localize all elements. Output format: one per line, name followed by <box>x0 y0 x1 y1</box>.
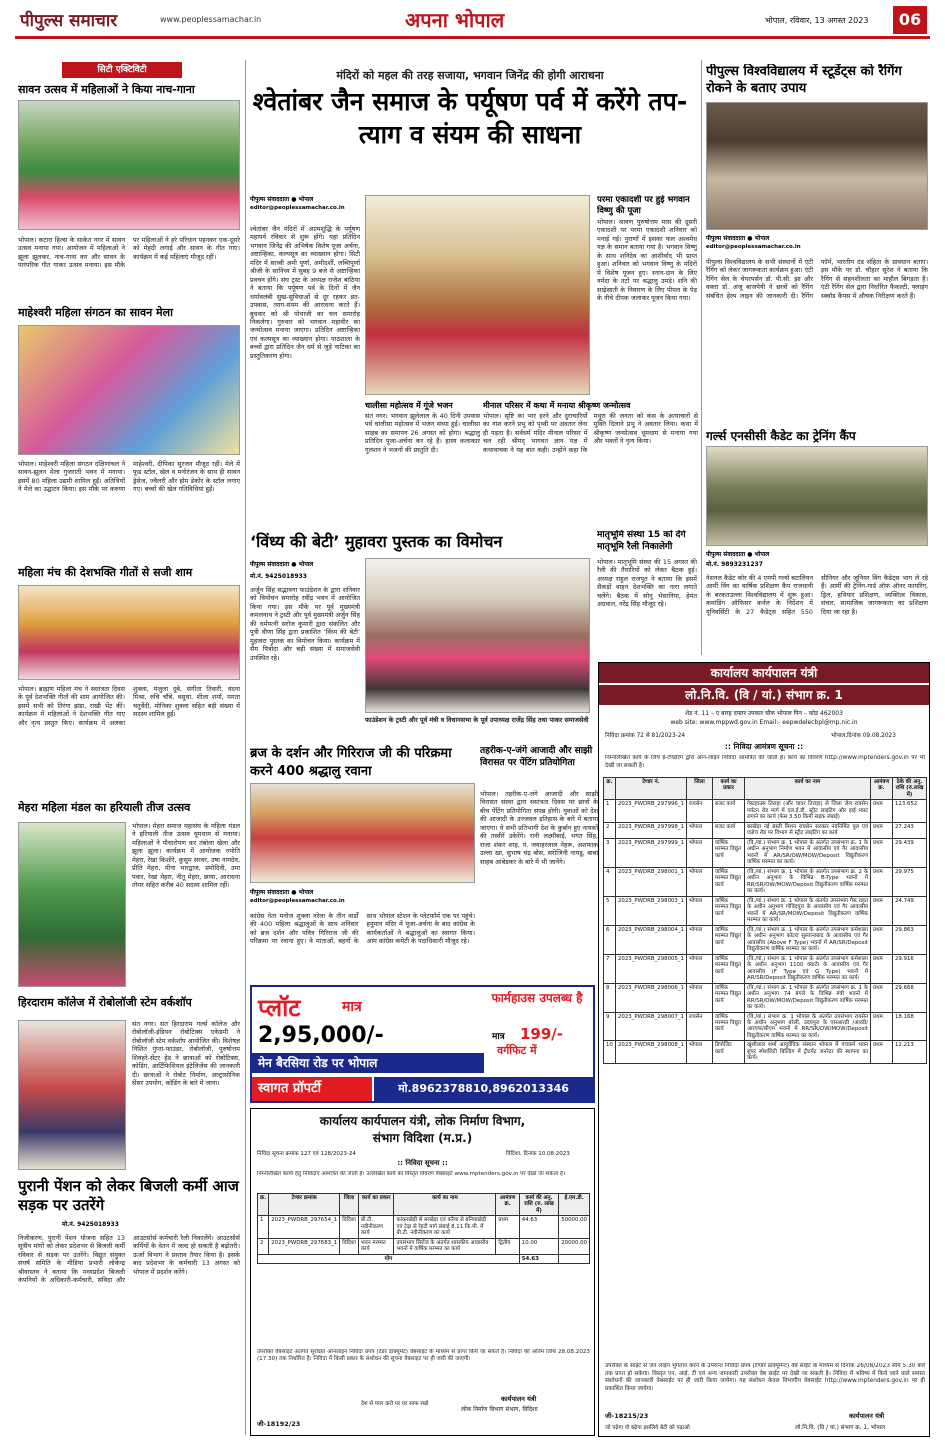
ncc-body: नेशनल कैडेट कोर की 4 एमपी गर्ल्स बटालियन आर्मी विंग का वार्षिक प्रशिक्षण कैंप राजधानी के बरकतउल्ला विश्वविद्यालय में शुरू हुआ। कमांडिंग ऑफिसर कर्नल के निर्देशन में यूनिवर्सिटी के 27 कैडेट्स सहित 550 सीनियर और जूनियर विंग कैडेट्स भाग ले रहे हैं। आर्मी की ट्रेनिंग-गार्ड ऑफ ऑनर फायरिंग, ड्रिल, हथियार प्रशिक्षण, व्यक्तित्व विकास, संचार, सामाजिक जागरूकता का प्रशिक्षण दिया जा रहा है। <box>706 574 928 616</box>
table-cell: (वि./यां.) संभाग क्र. 1 भोपाल के अंतर्गत उपसंभाग क्र. 1 के अधीन अनुभाग 74 बंगले के विभिन्न मंत्री भवनों में RR/SR/OW/MOW/Deposit विद्युतीकरण वार्षिक मरम्मत का कार्य। <box>745 983 871 1012</box>
table-cell: प्रथम <box>871 925 893 954</box>
tiranga-body: भोपाल। तहरीक-ए-जंगे आजादी और साझी विरासत संस्था द्वारा स्वतंत्रता दिवस पर छात्रों के बीच पेंटिंग प्रतियोगिता संपन्न होगी। युवाओं को देश की आजादी के उज्जवल इतिहास के बारे में बताया जाएगा। ये सभी प्रतिभागी देश के कुर्बान हुए नायकों की तस्वीरें उकेरेंगे। रानी लक्ष्मीबाई, भगत सिंह, राजा शंकर शाह, पं. जवाहरलाल नेहरू, अशफाक उल्ला खां, सुभाष चंद्र बोस, सरोजिनी नायडू, बाबा साहब आंबेडकर के बारे में भी जानेंगे। <box>480 790 598 866</box>
table-cell: 5 <box>604 896 616 925</box>
table-cell: प्रथम <box>871 822 893 838</box>
table-cell: बी.टी. नवीनीकरण कार्य <box>358 1216 394 1238</box>
peoples-university-email: editor@peoplessamachar.co.in <box>706 244 801 250</box>
table-row <box>604 867 927 896</box>
table-cell: विदिशा <box>340 1238 359 1254</box>
maheshwari-body: भोपाल। माहेश्वरी महिला संगठन दक्षिणांचल ने सावन-झूलन मेला गुजराती भवन में मनाया। इसमें 80 महिला उद्यमी शामिल हुईं। अतिथियों ने मेले का उद्घाटन किया। इस मौके पर करुणा माहेश्वरी, दीपिका सुरजन मौजूद रहीं। मेले में फूड स्टॉल, खेल व मनोरंजन के साथ ही सावन ड्रेसेज, ज्वैलरी और होम डेकोर के स्टॉल लगाए गए। बच्चों की खेल गतिविधियां हुईं। <box>18 460 240 494</box>
sawan-body: भोपाल। कटारा हिल्स के साकेत नगर में सावन उत्सव मनाया गया। आयोजन में महिलाओं ने झूला झूलकर, नाच-गाना कर और सावन के पारंपरिक गीत गाकर उत्सव मनाया। इस मौके पर महिलाओं ने हरे परिधान पहनकर एक-दूसरे को मेहंदी लगाई और सावन के गीत गाए। कार्यक्रम में कई महिलाएं मौजूद रहीं। <box>18 236 240 270</box>
tender-vidisha-table-wrap <box>257 1193 590 1264</box>
plot-ad-price-prefix: मात्र <box>342 999 362 1015</box>
hirdaram-body: संत नगर। संत हिरदाराम गर्ल्स कॉलेज और रोबोलॉजी-इंडियन रोबोटिक्स एकेडमी ने रोबोलॉजी स्टेम वर्कशॉप आयोजित की। विशेषज्ञ निशित गुप्ता-फाउंडर, रोबोलॉजी, पुरुषोत्तम शिवहरे-सेंटर हेड ने छात्राओं को रोबोटिक्स, कोडिंग, आर्टिफिशियल इंटेलिजेंस की जानकारी दी। छात्राओं ने रोबोट निर्माण, अल्ट्रासोनिक सेंसर उपयोग, कोडिंग के बारे में जाना। <box>132 1020 240 1088</box>
table-row <box>258 1216 590 1238</box>
table-row <box>604 838 927 867</box>
brij-email: editor@peoplessamachar.co.in <box>250 898 345 904</box>
table-header: टेण्डर क्रमांक <box>269 1194 340 1216</box>
table-cell: 20000.00 <box>559 1238 590 1254</box>
tender-bhopal-address: शेड नं. 11 – ए बारह दफ्तर उपकार चौक भोपाल पिन – कोड 462003 <box>685 710 843 717</box>
masthead <box>0 0 945 40</box>
table-row <box>604 983 927 1012</box>
peoples-university-headline: पीपुल्स विश्वविद्यालय में स्टूडेंट्स को रैगिंग रोकने के बताए उपाय <box>706 64 902 96</box>
table-row <box>258 1254 590 1263</box>
table-cell: 18.168 <box>893 1012 927 1041</box>
mahila-manch-body: भोपाल। ब्राह्मण महिला मंच ने स्वतंत्रता दिवस के पूर्व देशभक्ति गीतों की शाम आयोजित की। इसमें सभी को तिरंगा झंडा, राखी भेंट कीं। कार्यक्रम में महिलाओं ने देशभक्ति गीत गाए और नृत्य प्रस्तुत किए। कार्यक्रम में अलका शुक्ला, मंजुला दुबे, संगीता तिवारी, वंदना मिश्रा, रुचि चौबे, वसुधा, शीला शर्मा, ममता चतुर्वेदी, मोनिका शुक्ला सहित बड़ी संख्या में सदस्य शामिल हुईं। <box>18 685 240 727</box>
table-cell: वार्षिक मरम्मत विद्युत कार्य <box>713 1012 745 1041</box>
table-cell: प्रथम <box>496 1216 519 1238</box>
peoples-university-photo <box>706 102 928 230</box>
table-cell: 10 <box>604 1041 616 1063</box>
vindhya-body: अर्जुन सिंह सद्भावना फाउंडेशन के द्वारा शनिवार को विमोचन समारोह रवींद्र भवन में आयोजित किया गया। इस मौके पर पूर्व मुख्यमंत्री कमलनाथ ने ट्रस्टी और पूर्व मुख्यमंत्री अर्जुन सिंह की धर्मपत्नी सरोज कुमारी द्वारा संकलित और पुत्री वीणा सिंह द्वारा प्रकाशित ‘विंध्य की बेटी’ मुहावरा पुस्तक का विमोचन किया। कार्यक्रम में सैम पित्रोदा और बड़ी संख्या में समाजसेवी उपस्थित रहे। <box>250 586 360 662</box>
ncc-phone: मो.नं. 9893231237 <box>706 561 763 568</box>
table-header: कार्य की अनु. राशि (रु. लाख में) <box>519 1194 558 1216</box>
table-cell: (वि./यां.) संभाग क्र. 1 भोपाल के अंतर्गत उपसंभाग क्र. 1 के अधीन अनुभाग निर्माण भवन में आवासीय एवं गैर आवासीय भवनों में AR/SR/OW/MOW/Deposit विद्युतीकरण वार्षिक मरम्मत का कार्य। <box>745 838 871 867</box>
table-cell: 123.652 <box>893 800 927 822</box>
table-cell: वार्षिक मरम्मत विद्युत कार्य <box>713 925 745 954</box>
peoples-university-byline: पीपुल्स संवाददाता ● भोपाल <box>706 235 770 242</box>
matrubhumi-headline: मातृभूमि संस्था 15 को देंगे मातृभूमि रैली निकालेगी <box>597 530 686 552</box>
table-cell: वार्षिक मरम्मत विद्युत कार्य <box>713 954 745 983</box>
table-header: आमंत्रण क्र. <box>496 1194 519 1216</box>
vindhya-byline: पीपुल्स संवाददाता ● भोपाल <box>250 561 314 568</box>
ncc-photo <box>706 446 928 546</box>
table-cell: प्रथम <box>871 1041 893 1063</box>
table-cell: कांकरखेड़ी से बरखेड़ा एवं करैया से बनियाखेड़ी एवं टेढ़ा से रेहटी मार्ग लंबाई 8.11 कि.मी. में बी.टी. नवीनीकरण का कार्य <box>394 1216 496 1238</box>
vindhya-photo <box>365 558 590 713</box>
plot-ad-farmhouse: फार्महाउस उपलब्ध है <box>491 991 583 1005</box>
ncc-headline: गर्ल्स एनसीसी कैडेट का ट्रेनिंग कैंप <box>706 429 856 443</box>
peoples-university-body: पीपुल्स विश्वविद्यालय के सभी संस्थानों में एंटी रैगिंग को लेकर जागरूकता कार्यक्रम हुआ। एंटी रैगिंग सेल के चेयरपर्सन डॉ. पी.सी. झा और वक्ता डॉ. अंजू बाजपेयी ने छात्रों को रैगिंग संबंधित हेल्प लाइन की जानकारी दी। रैगिंग फॉर्म, भारतीय दंड संहिता के प्रावधान बताए। इस मौके पर डॉ. चौहार सुरेश ने बताया कि रैगिंग से सहनशीलता का माहौल बिगड़ता है। एंटी रैगिंग सेल द्वारा निर्धारित फैकल्टी, फ्लाइंग स्क्वॉड कैंपस में औचक निरीक्षण करते हैं। <box>706 258 928 300</box>
table-cell: 24.749 <box>893 896 927 925</box>
table-row <box>604 822 927 838</box>
tender-vidisha-signer2: लोक निर्माण विभाग संभाग, विदिशा <box>461 1406 538 1413</box>
table-cell: 12.213 <box>893 1041 927 1063</box>
table-cell: 2023_PWDRB_297999_1 <box>616 838 687 867</box>
table-cell: 2023_PWDRB_298006_1 <box>616 983 687 1012</box>
table-row <box>258 1238 590 1254</box>
table-cell: 8 <box>604 983 616 1012</box>
jain-photo-caption: चालीसा महोत्सव में गूंजे भजन <box>365 401 453 410</box>
tender-bhopal-table-wrap <box>603 777 927 1064</box>
jain-side-text: संत नगर। भगवान झूलेलाल के 40 दिनी उपवास पर्व चालीसा महोत्सव में भजन संध्या हुई। चालीसा साहब का समापन 26 अगस्त को होगा। श्रद्धालु प्रतिदिन पूजा-अर्चना कर रहे हैं। हास्य कलाकार गुलशन ने भजनों की प्रस्तुति दी। <box>365 412 480 454</box>
tender-vidisha-intro: निम्नलिखित कार्यों हेतु निविदाएं आमंत्रित की जाती हैं। उल्लेखित कार्य का विस्तृत विवरण वेबसाइट www.mptenders.gov.in पर देखा जा सकता है। <box>257 1171 566 1177</box>
tender-bhopal-ref: निविदा क्रमांक 72 से 81/2023-24 <box>605 733 686 739</box>
table-cell: 6 <box>604 925 616 954</box>
jain-temple-photo <box>365 195 590 395</box>
table-cell: 29.668 <box>893 983 927 1012</box>
jain-byline: पीपुल्स संवाददाता ● भोपाल <box>250 196 314 203</box>
brij-headline: ब्रज के दर्शन और गिरिराज जी की परिक्रमा करने 400 श्रद्धालु रवाना <box>250 746 452 779</box>
vindhya-phone: मो.नं. 9425018933 <box>250 573 307 580</box>
plot-ad-price: 2,95,000/- <box>258 1023 384 1048</box>
mahila-manch-headline: महिला मंच की देशभक्ति गीतों से सजी शाम <box>18 566 193 579</box>
masthead-website: www.peoplessamachar.in <box>160 15 262 24</box>
hirdaram-photo <box>18 1020 126 1170</box>
masthead-logo: पीपुल्स समाचार <box>20 11 118 31</box>
table-cell: 4 <box>604 867 616 896</box>
table-header: ई.एम.डी. <box>559 1194 590 1216</box>
tender-bhopal-office: कार्यालय कार्यपालन यंत्री <box>599 663 929 683</box>
table-cell: 2023_PWDRB_298005_1 <box>616 954 687 983</box>
table-cell: 29.916 <box>893 954 927 983</box>
table-row <box>604 778 927 800</box>
jain-email: editor@peoplessamachar.co.in <box>250 205 345 211</box>
mahila-manch-photo <box>18 585 240 680</box>
tender-bhopal-signer: कार्यपालन यंत्री <box>849 1412 885 1420</box>
table-cell: 1 <box>604 800 616 822</box>
jain-kicker: मंदिरों को महल की तरह सजाया, भगवान जिनेंद्र की होगी आराधना <box>336 69 604 82</box>
table-header: कार्य का नाम <box>745 778 871 800</box>
table-header: आमंत्रण क्र. <box>871 778 893 800</box>
tender-vidisha-office: कार्यालय कार्यपालन यंत्री, लोक निर्माण विभाग, <box>319 1114 526 1128</box>
table-cell: प्रथम <box>871 896 893 925</box>
meenal-body: भोपाल। सृष्टि का भार हरने और दुराचारियों का नाश करने प्रभु को पृथ्वी पर अवतार लेना ही पड़ता है। सर्वधर्म मंदिर मीनाल परिसर में चल रही श्रीमद् भागवत ज्ञान यज्ञ में कथावाचक ने यह बात कही। उन्होंने कहा कि मथुरा की जनता को कंस के अत्याचारों से मुक्ति दिलाने प्रभु ने अवतार लिया। कथा में श्रीकृष्ण जन्मोत्सव धूमधाम से मनाया गया और भक्तों ने नृत्य किया। <box>483 412 698 454</box>
plot-ad-title: प्लॉट <box>258 994 301 1022</box>
table-cell: भोपाल <box>687 983 713 1012</box>
table-cell: 29.863 <box>893 925 927 954</box>
table-cell: बजट कार्य <box>713 822 745 838</box>
tender-bhopal-notice: :: निविदा आमंत्रण सूचना :: <box>724 742 804 751</box>
table-cell: 2023_PWDRB_297654_1 <box>269 1216 340 1238</box>
pension-body: निजीकरण, पुरानी पेंशन योजना सहित 13 सूत्रीय मांगों को लेकर प्रदेशभर से बिजली कर्मी रविवार से सड़क पर उतरेंगे। विद्युत संयुक्त संघर्ष समिति के मीडिया प्रभारी लोकेन्द्र श्रीवास्तव ने बताया कि मध्यप्रदेश बिजली कंपनियों के अधिकारी-कर्मचारी, संविदा और आउटसोर्स कर्मचारी रैली निकालेंगे। आउटसोर्स कर्मियों के वेतन में जल्द हो सकती है बढ़ोतरी। ऊर्जा विभाग ने प्रस्ताव तैयार किया है। इसके बाद प्रदेशभर के कर्मचारी 13 अगस्त को भोपाल में प्रदर्शन करेंगे। <box>18 1234 240 1285</box>
table-row <box>604 925 927 954</box>
table-header: टेण्डर नं. <box>616 778 687 800</box>
tender-bhopal-slogan: जो पढ़ेगा वो बढ़ेगा इसलिये बेटी को पढ़ाओ <box>605 1425 690 1431</box>
table-row <box>604 1041 927 1063</box>
plot-ad-location: मेन बैरसिया रोड पर भोपाल <box>252 1053 484 1073</box>
table-cell: प्रथम <box>871 954 893 983</box>
table-cell: रायसेन <box>687 800 713 822</box>
tender-vidisha <box>250 1108 595 1436</box>
tender-bhopal-division: लो.नि.वि. (वि / यां.) संभाग क्र. 1 <box>599 685 929 705</box>
tender-vidisha-slogan: देश से प्यार करो पर घर साफ रखो <box>361 1401 429 1407</box>
tender-vidisha-ref: निविदा सूचना क्रमांक 127 एवं 128/2023-24 <box>257 1151 356 1157</box>
table-cell: (वि./यां.) संभाग क्र. 1 भोपाल के अंतर्गत उपसंभाग रायसेन के अधीन अनुभाग बरेली, उदयपुरा के एसआरडी /आरडी/आरएफ/सीएम भवनों में RR/SR/OW/MOW/Deposit विद्युतीकरण वार्षिक मरम्मत का कार्य। <box>745 1012 871 1041</box>
plot-ad-company: स्वागत प्रॉपर्टी <box>252 1077 372 1101</box>
table-cell: डिपोजिट कार्य <box>713 1041 745 1063</box>
table-cell: गेस्टहाउस तिराहा (औंर चावर तिराहा) से जिला जेल रायसेन पर्यटन रोड मार्ग में एल.ई.डी. स्ट्रीट लाइटिंग और हाई मास्ट लगाने का कार्य (फेस 3.50 किमी सड़क लंबाई) <box>745 800 871 822</box>
page-number: 06 <box>893 6 927 34</box>
mehra-headline: मेहरा महिला मंडल का हरियाली तीज उत्सव <box>18 801 191 814</box>
plot-ad <box>250 985 595 1103</box>
tender-bhopal-web: web site: www.mppwd.gov.in Email:- eepwdelecbpl@mp.nic.in <box>670 719 858 726</box>
brij-photo <box>250 783 475 883</box>
tender-bhopal-intro: निम्नलिखित कार्य के लिये ई-टेण्डरिंग द्वारा ऑन-लाइन निविदा आमंत्रित की जाती है। कार्य का विवरण http://www.mptenders.gov.in पर भी देखी जा सकती है। <box>605 755 925 769</box>
tender-bhopal-signer2: लो.नि.वि. (वि / यां.) संभाग क्र. 1, भोपाल <box>795 1425 886 1431</box>
section-title: अपना भोपाल <box>405 8 505 32</box>
mehra-photo <box>18 822 126 987</box>
table-cell: भवन मरम्मत कार्य <box>358 1238 394 1254</box>
tender-bhopal <box>598 662 930 1437</box>
table-cell: भोपाल <box>687 896 713 925</box>
vindhya-photo-caption: फाउंडेशन के ट्रस्टी और पूर्व मंत्री व विधानसभा के पूर्व उपाध्यक्ष राजेंद्र सिंह तथा पाकर समाजसेवी <box>365 716 589 724</box>
jain-body: श्वेतांबर जैन मंदिरों में आत्मशुद्धि के पर्यूषण महापर्व रविवार से शुरू होंगे। यहां प्रतिदिन भगवान जिनेंद्र की अभिषेक विशेष पूजा अर्चना, अष्टान्हिका, कल्पसूत्र का व्याख्यान होगा। सिटी मंदिर में साध्वी अमी पूर्णा, अमीदर्शी, लब्धिपूर्णा श्रीजी के सानिध्य में सुबह 9 बजे से अष्टान्हिका प्रवचन होंगे। संघ ट्रस्ट के अध्यक्ष राजेश बांठिया ने बताया कि पर्यूषण पर्व के दिनों में जैन धर्मावलंबी सुख-सुविधाओं से दूर रहकर व्रत-उपवास, त्याग-संयम की आराधना करते हैं। बुधवार को श्री पोथाजी का चल समारोह निकलेगा। गुरुवार को भगवान महावीर का जन्मोत्सव मनाया जाएगा। प्रतिदिन अष्टान्हिका एवं कल्पसूत्र का व्याख्यान होगा। पाठशाला के बच्चों द्वारा प्रतिदिन जैन धर्म से जुड़े नाटिका का प्रस्तुतिकरण होगा। <box>250 225 360 360</box>
tender-vidisha-code: जी-18192/23 <box>257 1420 301 1428</box>
city-activity-tag: सिटी एक्टिविटी <box>62 62 182 78</box>
table-cell: 9 <box>604 1012 616 1041</box>
table-cell: 2 <box>258 1238 269 1254</box>
tender-vidisha-table <box>257 1193 590 1264</box>
tender-bhopal-code: जी-18215/23 <box>605 1412 649 1420</box>
table-cell: 3 <box>604 838 616 867</box>
table-total: 54.63 <box>519 1254 558 1263</box>
table-cell: 7 <box>604 954 616 983</box>
table-cell: 2 <box>604 822 616 838</box>
tender-bhopal-date: भोपाल,दिनांक 09.08.2023 <box>831 733 896 739</box>
table-cell: 1 <box>258 1216 269 1238</box>
table-cell: 44.63 <box>519 1216 558 1238</box>
tender-vidisha-date: विदिशा, दिनांक 10.08.2023 <box>506 1151 570 1157</box>
plot-ad-rate: 199/- <box>520 1025 564 1043</box>
masthead-date: भोपाल, रविवार, 13 अगस्त 2023 <box>765 16 869 25</box>
table-cell: वार्षिक मरम्मत विद्युत कार्य <box>713 896 745 925</box>
table-row <box>604 1012 927 1041</box>
table-header: जिला <box>687 778 713 800</box>
table-cell: बजट कार्य <box>713 800 745 822</box>
matrubhumi-body: भोपाल। मातृभूमि संस्था की 15 अगस्त की रैली की तैयारियों को लेकर बैठक हुई। अध्यक्ष राहुल राजपूत ने बताया कि इसमें सैकड़ों वाहन देशभक्ति का नारा लगाते चलेंगे। बैठक में सोनू भेसानिया, हेमंत अग्रवाल, नरेंद्र सिंह मौजूद रहे। <box>597 558 697 609</box>
table-cell: 29.975 <box>893 867 927 896</box>
table-cell: रायसेन <box>687 1012 713 1041</box>
plot-ad-rate-unit: वर्गफिट में <box>497 1044 537 1057</box>
table-header: कार्य का नाम <box>394 1194 496 1216</box>
table-cell: 2023_PWDRB_297998_1 <box>616 822 687 838</box>
table-cell: 29.439 <box>893 838 927 867</box>
table-cell: 27.243 <box>893 822 927 838</box>
table-cell: वार्षिक मरम्मत विद्युत कार्य <box>713 867 745 896</box>
tender-vidisha-notice: :: निविदा सूचना :: <box>397 1159 448 1167</box>
table-row <box>604 896 927 925</box>
table-cell: 2023_PWDRB_298008_1 <box>616 1041 687 1063</box>
table-cell: (वि./यां.) संभाग क्र. 1 भोपाल के अंतर्गत उपसंभाग क्र. 2 के अधीन अनुभाग के विभिन्न B-Type भवनों में RR/SR/OW/MOW/Deposit विद्युतीकरण वार्षिक मरम्मत का कार्य। <box>745 867 871 896</box>
pension-byline: मो.नं. 9425018933 <box>62 1221 119 1228</box>
tender-bhopal-table <box>603 777 927 1064</box>
table-cell: (वि./यां.) संभाग क्र. 1 भोपाल के अंतर्गत उपसंभाग गैस राहत के अधीन अनुभाग गोविंदपुरा के आवासीय एवं गैर आवासीय भवनों में AR/SR/MOW/Deposit विद्युतीकरण वार्षिक मरम्मत का कार्य। <box>745 896 871 925</box>
table-cell: भोपाल <box>687 822 713 838</box>
table-cell: विदिशा <box>340 1216 359 1238</box>
table-cell: प्रथम <box>871 983 893 1012</box>
table-cell: खुशीलाल शर्मा आयुर्वेदिक संस्थान भोपाल में पंचकर्म भवन सुपर स्पेशलिटी बिल्डिंग में ट्रीटमेंट जनरेटर की स्थापना का कार्य। <box>745 1041 871 1063</box>
table-cell: प्रथम <box>871 800 893 822</box>
table-cell: 2023_PWDRB_297683_1 <box>269 1238 340 1254</box>
table-cell: वार्षिक मरम्मत विद्युत कार्य <box>713 838 745 867</box>
plot-ad-rate-prefix: मात्र <box>492 1032 505 1042</box>
table-cell: 2023_PWDRB_298003_1 <box>616 896 687 925</box>
table-cell: 10.00 <box>519 1238 558 1254</box>
table-cell: 2023_PWDRB_298007_1 <box>616 1012 687 1041</box>
table-header: जिला <box>340 1194 359 1216</box>
table-cell: भोपाल <box>687 867 713 896</box>
brij-byline: पीपुल्स संवाददाता ● भोपाल <box>250 889 314 896</box>
tender-vidisha-footer: उपरोक्त वेबसाइट अंतर्गत सुरक्षित ऑनलाइन निविदा प्रपत्र (टेंडर डाक्यूमेंट) वेबसाइट के माध्यम से प्राप्त किये जा सकते हैं। निविदा की अंतिम तिथि 28.08.2023 (17.30) तक निर्धारित है। निविदा में किसी प्रकार के संशोधन की सूचना वेबसाइट पर ही जारी की जाएगी। <box>257 1349 590 1363</box>
table-row <box>604 800 927 822</box>
table-header: ठेके की अनु. राशि (रु.लाख में) <box>893 778 927 800</box>
parama-headline: परमा एकादशी पर हुई भगवान विष्णु की पूजा <box>597 195 690 217</box>
table-row <box>604 954 927 983</box>
maheshwari-headline: माहेश्वरी महिला संगठन का सावन मेला <box>18 306 173 319</box>
tender-vidisha-division: संभाग विदिशा (म.प्र.) <box>372 1131 473 1145</box>
table-cell: भोपाल <box>687 1041 713 1063</box>
sawan-photo <box>18 100 240 230</box>
table-cell: 50000.00 <box>559 1216 590 1238</box>
vindhya-headline: ‘विंध्य की बेटी’ मुहावरा पुस्तक का विमोचन <box>250 532 503 551</box>
table-cell: प्रथम <box>871 838 893 867</box>
mehra-body: भोपाल। मेहरा समाज महासंघ के महिला मंडल ने हरियाली तीज उत्सव धूमधाम से मनाया। महिलाओं ने पौधारोपण कर तंबोला खेला और झूला झूला। कार्यक्रम में आयोजक ज्योति मेहरा, रेखा किशोरे, कुसुम सरवर, उषा नामदेव, प्रीति मेहरा, मीना भारद्वाज, प्रमोदिनी, उमा पवार, रेखा मेहरा, नीतू मेहरा, छाया, आराधना तोमर सहित करीब 40 सदस्य शामिल रहीं। <box>132 822 240 890</box>
table-header: क्र. <box>258 1194 269 1216</box>
maheshwari-photo <box>18 325 240 455</box>
table-cell: 2023_PWDRB_298004_1 <box>616 925 687 954</box>
hirdaram-headline: हिरदाराम कॉलेज में रोबोलॉजी स्टेम वर्कशॉप <box>18 996 192 1009</box>
plot-ad-phone: मो.8962378810,8962013346 <box>374 1077 593 1101</box>
table-cell: वार्षिक मरम्मत विद्युत कार्य <box>713 983 745 1012</box>
parama-body: भोपाल। श्रावण पुरुषोत्तम मास की दूसरी एकादशी पर परमा एकादशी शनिवार को मनाई गई। पुराणों में इसका फल अश्वमेध यज्ञ के समान बताया गया है। भगवान विष्णु के साथ शनिदेव का आशीर्वाद भी प्राप्त हुआ। शनिवार को भगवान विष्णु के मंदिरों में विशेष पूजन हुए। स्नान-दान के लिए नर्मदा के तटों पर श्रद्धालु उमड़े। शनि की साढ़ेसाती के निवारण के लिए पीपल के पेड़ के नीचे दीपक जलाकर पूजन किया गया। <box>597 218 697 303</box>
tiranga-headline: तहरीक-ए-जंगे आजादी और साझी विरासत पर पेंटिंग प्रतियोगिता <box>480 746 593 769</box>
table-cell: प्रथम <box>871 1012 893 1041</box>
table-cell: द्वितीय <box>496 1238 519 1254</box>
table-cell: भोपाल <box>687 954 713 983</box>
table-cell: उपसंभाग सिरोंज के अंतर्गत शासकीय आवासीय भवनों में वार्षिक मरम्मत का कार्य <box>394 1238 496 1254</box>
jain-headline: श्वेतांबर जैन समाज के पर्यूषण पर्व में करेंगे तप-त्याग व संयम की साधना <box>252 87 688 149</box>
table-total-label: योग <box>258 1254 520 1263</box>
table-cell: 2023_PWDRB_297996_1 <box>616 800 687 822</box>
table-header: कार्य का प्रकार <box>713 778 745 800</box>
tender-bhopal-footer: उपरोक्त के साइट से जन लाईन भुगतान करने के उपरान्त निविदा प्रपत्र (टेण्डर डाक्यूमेन्ट) वेब साईट के माध्यम से दिनांक 26/08/2023 सांय 5.30 बजे तक प्राप्त हो सकेगा। विस्तृत एन. आई. टी एवं अन्य जानकारी उपरोक्त वेब साईट पर देखी जा सकती है। निविदा में भविष्य में किये जाने वाले समस्त संशोधनों की जानकारी वेबसाईट पर ही जारी किया जायेगा। यह संशोधन केवल विभागीय वेबसाईट http://www.mptenders.gov.in पर ही प्रकाशित किया जायेगा। <box>605 1363 925 1392</box>
table-row <box>258 1194 590 1216</box>
table-cell: (वि./यां.) संभाग क्र. 1 भोपाल के अंतर्गत उपसंभाग कर्मशाला के अधीन अनुभाग कोटरा सुल्तानाबाद के आवासीय एवं गैर आवासीय (Above F Type) भवनों में AR/SR/Deposit विद्युतीकरण वार्षिक मरम्मत का कार्य। <box>745 925 871 954</box>
table-cell: भोपाल <box>687 925 713 954</box>
ncc-byline: पीपुल्स संवाददाता ● भोपाल <box>706 551 770 558</box>
meenal-headline: मीनाल परिसर में कथा में मनाया श्रीकृष्ण जन्मोत्सव <box>483 401 631 410</box>
table-cell: भोपाल <box>687 838 713 867</box>
table-cell: (वि./यां.) संभाग क्र. 1 भोपाल के अंतर्गत उपसंभाग कर्मशाला के अधीन अनुभाग 1100 क्वार्टर के आवासीय एवं गैर आवासीय (F Type एवं G Type) भवनों में AR/SR/Deposit विद्युतीकरण वार्षिक मरम्मत का कार्य। <box>745 954 871 983</box>
pension-headline: पुरानी पेंशन को लेकर बिजली कर्मी आज सड़क पर उतरेंगे <box>18 1177 239 1214</box>
brij-body: कांग्रेस नेता मनोज शुक्ला नरेला के तीन वार्डों की 400 महिला श्रद्धालुओं के साथ शनिवार को ब्रज दर्शन और पवित्र गिरिराज जी की परिक्रमा पर रवाना हुए। वे माताओं, बहनों के साथ भोपाल स्टेशन के प्लेटफॉर्म एक पर पहुंचे। हनुमान मंदिर में पूजा-अर्चना के बाद कांग्रेस के कार्यकर्ताओं ने श्रद्धालुओं का स्वागत किया। आम कांग्रेस कमेटी के पदाधिकारी मौजूद रहे। <box>250 912 475 946</box>
table-cell: 2023_PWDRB_298001_1 <box>616 867 687 896</box>
table-cell <box>559 1254 590 1263</box>
table-cell: बरखेड़ा नई बस्ती मिशन रायसेन सरकार नवनिर्मित पुल एवं एप्रोच रोड पर विभाग से स्ट्रीट लाइटिंग का कार्य <box>745 822 871 838</box>
table-header: कार्य का प्रकार <box>358 1194 394 1216</box>
sawan-headline: सावन उत्सव में महिलाओं ने किया नाच-गाना <box>18 83 195 96</box>
tender-vidisha-signer: कार्यपालन यंत्री <box>501 1395 537 1403</box>
table-header: क्र. <box>604 778 616 800</box>
table-cell: प्रथम <box>871 867 893 896</box>
